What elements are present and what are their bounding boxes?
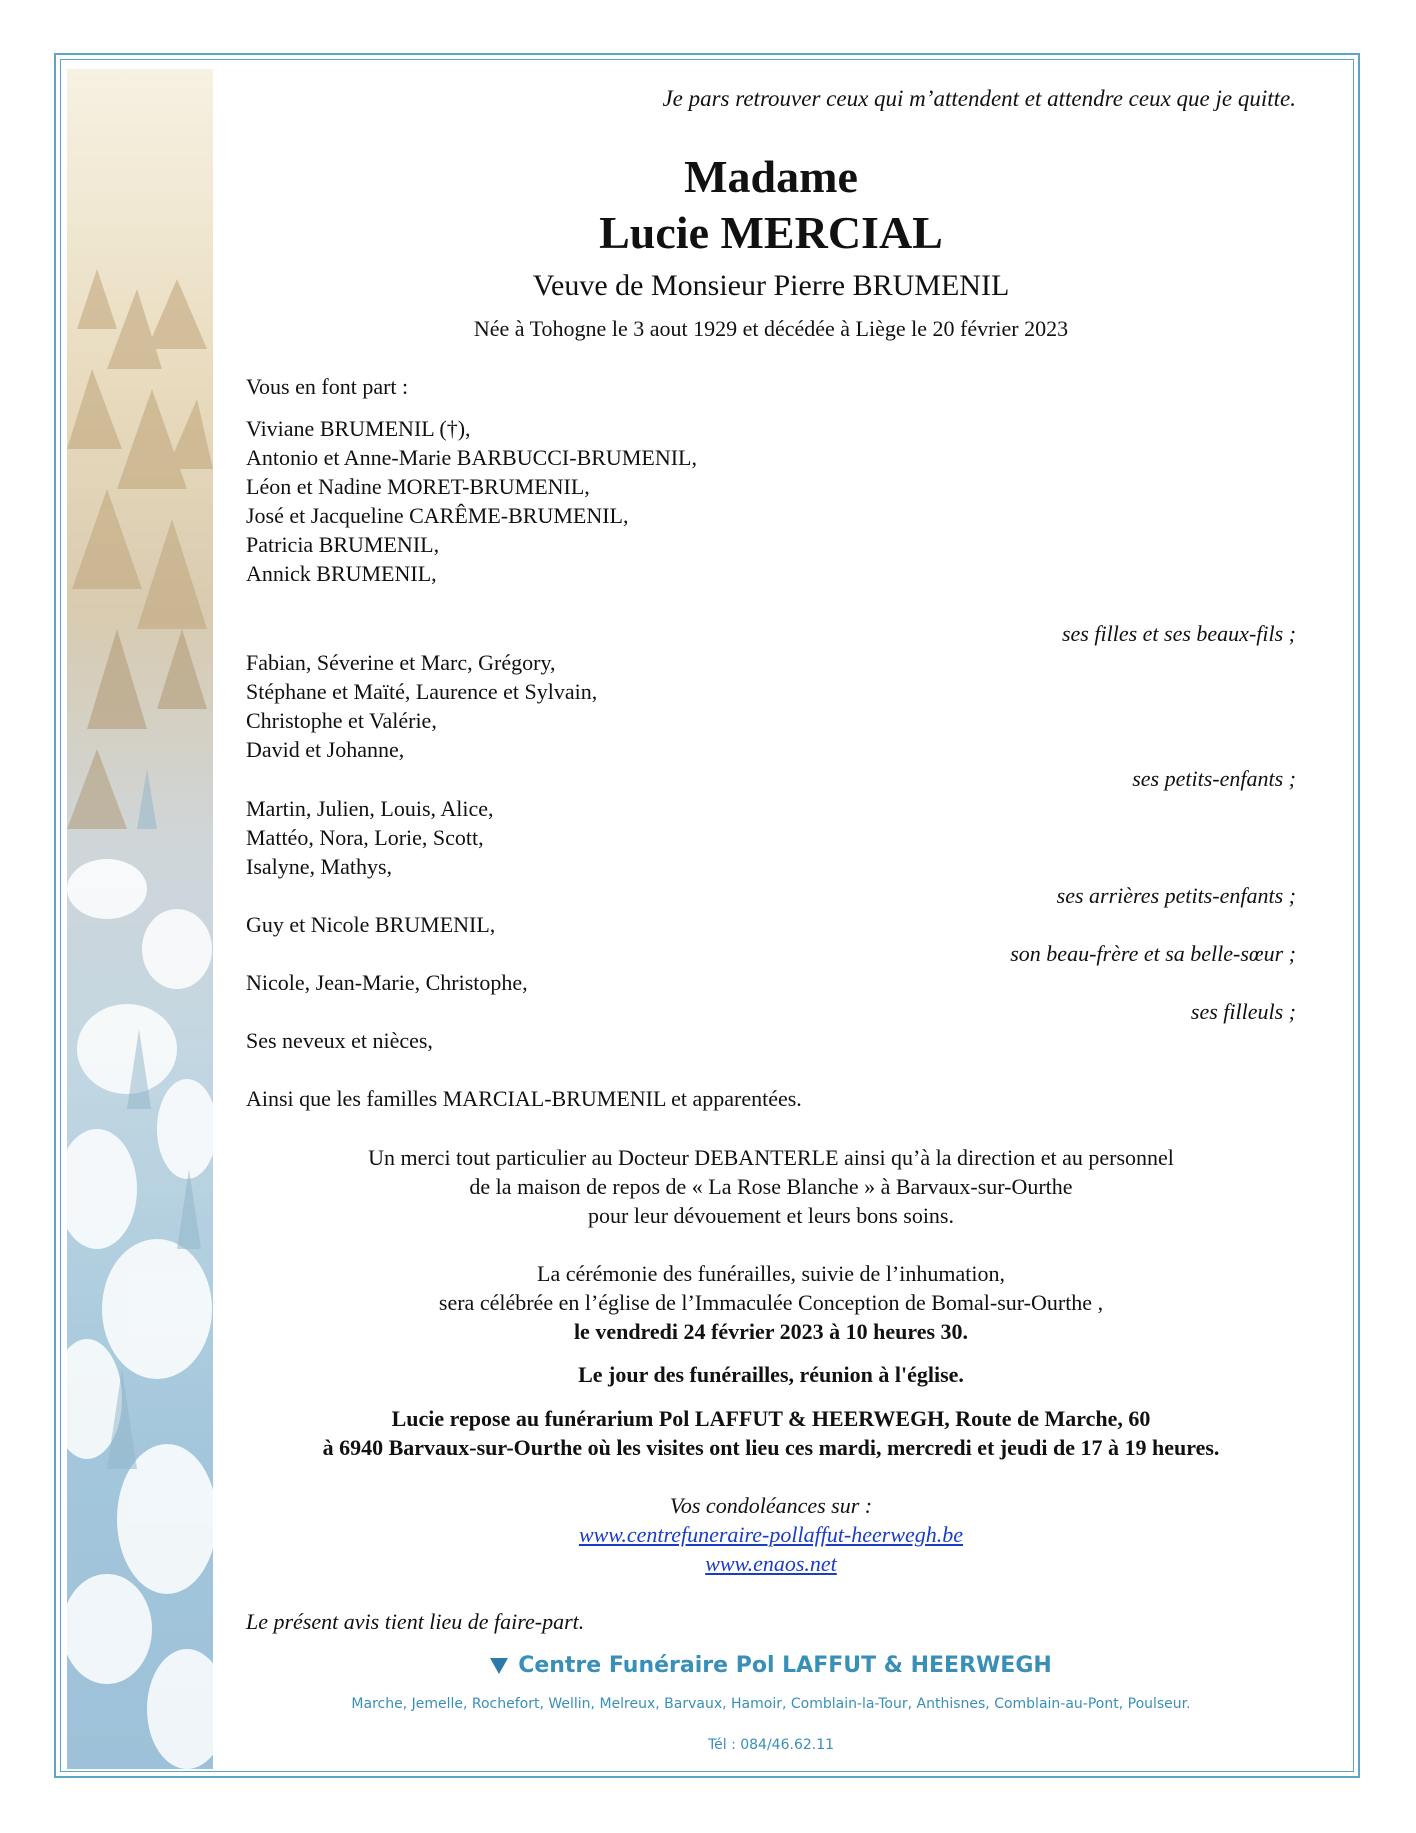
widow-of: Veuve de Monsieur Pierre BRUMENIL: [532, 269, 1010, 302]
condolences-label: Vos condoléances sur :: [669, 1493, 873, 1518]
group-daughters: [246, 414, 697, 588]
list-item: Léon et Nadine MORET-BRUMENIL,: [246, 474, 590, 499]
group-godchildren: [246, 968, 528, 997]
relation-godchildren: ses filleuls ;: [1190, 999, 1296, 1024]
ceremony-line: La cérémonie des funérailles, suivie de l’inhumation,: [537, 1261, 1005, 1286]
list-item: Guy et Nicole BRUMENIL,: [246, 912, 496, 937]
list-item: David et Johanne,: [246, 737, 405, 762]
list-item: Mattéo, Nora, Lorie, Scott,: [246, 825, 484, 850]
funeral-center-link[interactable]: www.centrefuneraire-pollaffut-heerwegh.be: [578, 1522, 964, 1547]
snowy-forest-image: [67, 69, 213, 1769]
notice: Le présent avis tient lieu de faire-part.: [246, 1609, 585, 1634]
thanks-line: pour leur dévouement et leurs bons soins.: [588, 1203, 954, 1228]
relation-grandchildren: ses petits-enfants ;: [1132, 766, 1296, 791]
thanks-line: Un merci tout particulier au Docteur DEBANTERLE ainsi qu’à la direction et au personnel: [368, 1145, 1174, 1170]
families: Ainsi que les familles MARCIAL-BRUMENIL et apparentées.: [246, 1086, 802, 1111]
thanks-line: de la maison de repos de « La Rose Blanche » à Barvaux-sur-Ourthe: [469, 1174, 1073, 1199]
list-item: José et Jacqueline CARÊME-BRUMENIL,: [246, 503, 629, 528]
links: [246, 1520, 1296, 1578]
list-item: Nicole, Jean-Marie, Christophe,: [246, 970, 528, 995]
nephews: Ses neveux et nièces,: [246, 1028, 433, 1053]
title: Madame: [684, 151, 858, 202]
ceremony: [246, 1259, 1296, 1346]
deceased-name: Lucie MERCIAL: [599, 207, 943, 258]
group-great-grandchildren: [246, 794, 493, 881]
list-item: Christophe et Valérie,: [246, 708, 437, 733]
relation-daughters: ses filles et ses beaux-fils ;: [1061, 621, 1296, 646]
footer-locations: Marche, Jemelle, Rochefort, Wellin, Melreux, Barvaux, Hamoir, Comblain-la-Tour, Anthisnes, Comblain-au-Pont, Poulseur.: [351, 1696, 1191, 1712]
ceremony-date: le vendredi 24 février 2023 à 10 heures 30.: [573, 1319, 969, 1344]
rest-info: [246, 1404, 1296, 1462]
list-item: Fabian, Séverine et Marc, Grégory,: [246, 650, 556, 675]
thanks: [246, 1143, 1296, 1230]
quote: Je pars retrouver ceux qui m’attendent et attendre ceux que je quitte.: [662, 86, 1296, 111]
rest-line: à 6940 Barvaux-sur-Ourthe où les visites ont lieu ces mardi, mercredi et jeudi de 17 à 19 heures.: [322, 1435, 1220, 1460]
enaos-link[interactable]: www.enaos.net: [705, 1551, 837, 1576]
footer-company: Centre Funéraire Pol LAFFUT & HEERWEGH: [246, 1652, 1296, 1680]
ceremony-line: sera célébrée en l’église de l’Immaculée Conception de Bomal-sur-Ourthe ,: [438, 1290, 1104, 1315]
triangle-down-icon: [490, 1658, 508, 1674]
intro: Vous en font part :: [246, 374, 409, 399]
list-item: Viviane BRUMENIL (†),: [246, 416, 471, 441]
group-grandchildren: [246, 648, 597, 764]
rest-line: Lucie repose au funérarium Pol LAFFUT & HEERWEGH, Route de Marche, 60: [391, 1406, 1151, 1431]
footer-phone: Tél : 084/46.62.11: [707, 1737, 835, 1753]
list-item: Martin, Julien, Louis, Alice,: [246, 796, 494, 821]
list-item: Annick BRUMENIL,: [246, 561, 437, 586]
relation-great-grandchildren: ses arrières petits-enfants ;: [1056, 883, 1296, 908]
list-item: Patricia BRUMENIL,: [246, 532, 440, 557]
birth-death: Née à Tohogne le 3 aout 1929 et décédée à Liège le 20 février 2023: [473, 316, 1069, 341]
list-item: Isalyne, Mathys,: [246, 854, 393, 879]
meeting: Le jour des funérailles, réunion à l'église.: [578, 1362, 964, 1387]
group-in-laws: [246, 910, 495, 939]
list-item: Antonio et Anne-Marie BARBUCCI-BRUMENIL,: [246, 445, 697, 470]
relation-in-laws: son beau-frère et sa belle-sœur ;: [1010, 941, 1296, 966]
snow-trees-illustration: [67, 69, 213, 1769]
list-item: Stéphane et Maïté, Laurence et Sylvain,: [246, 679, 598, 704]
